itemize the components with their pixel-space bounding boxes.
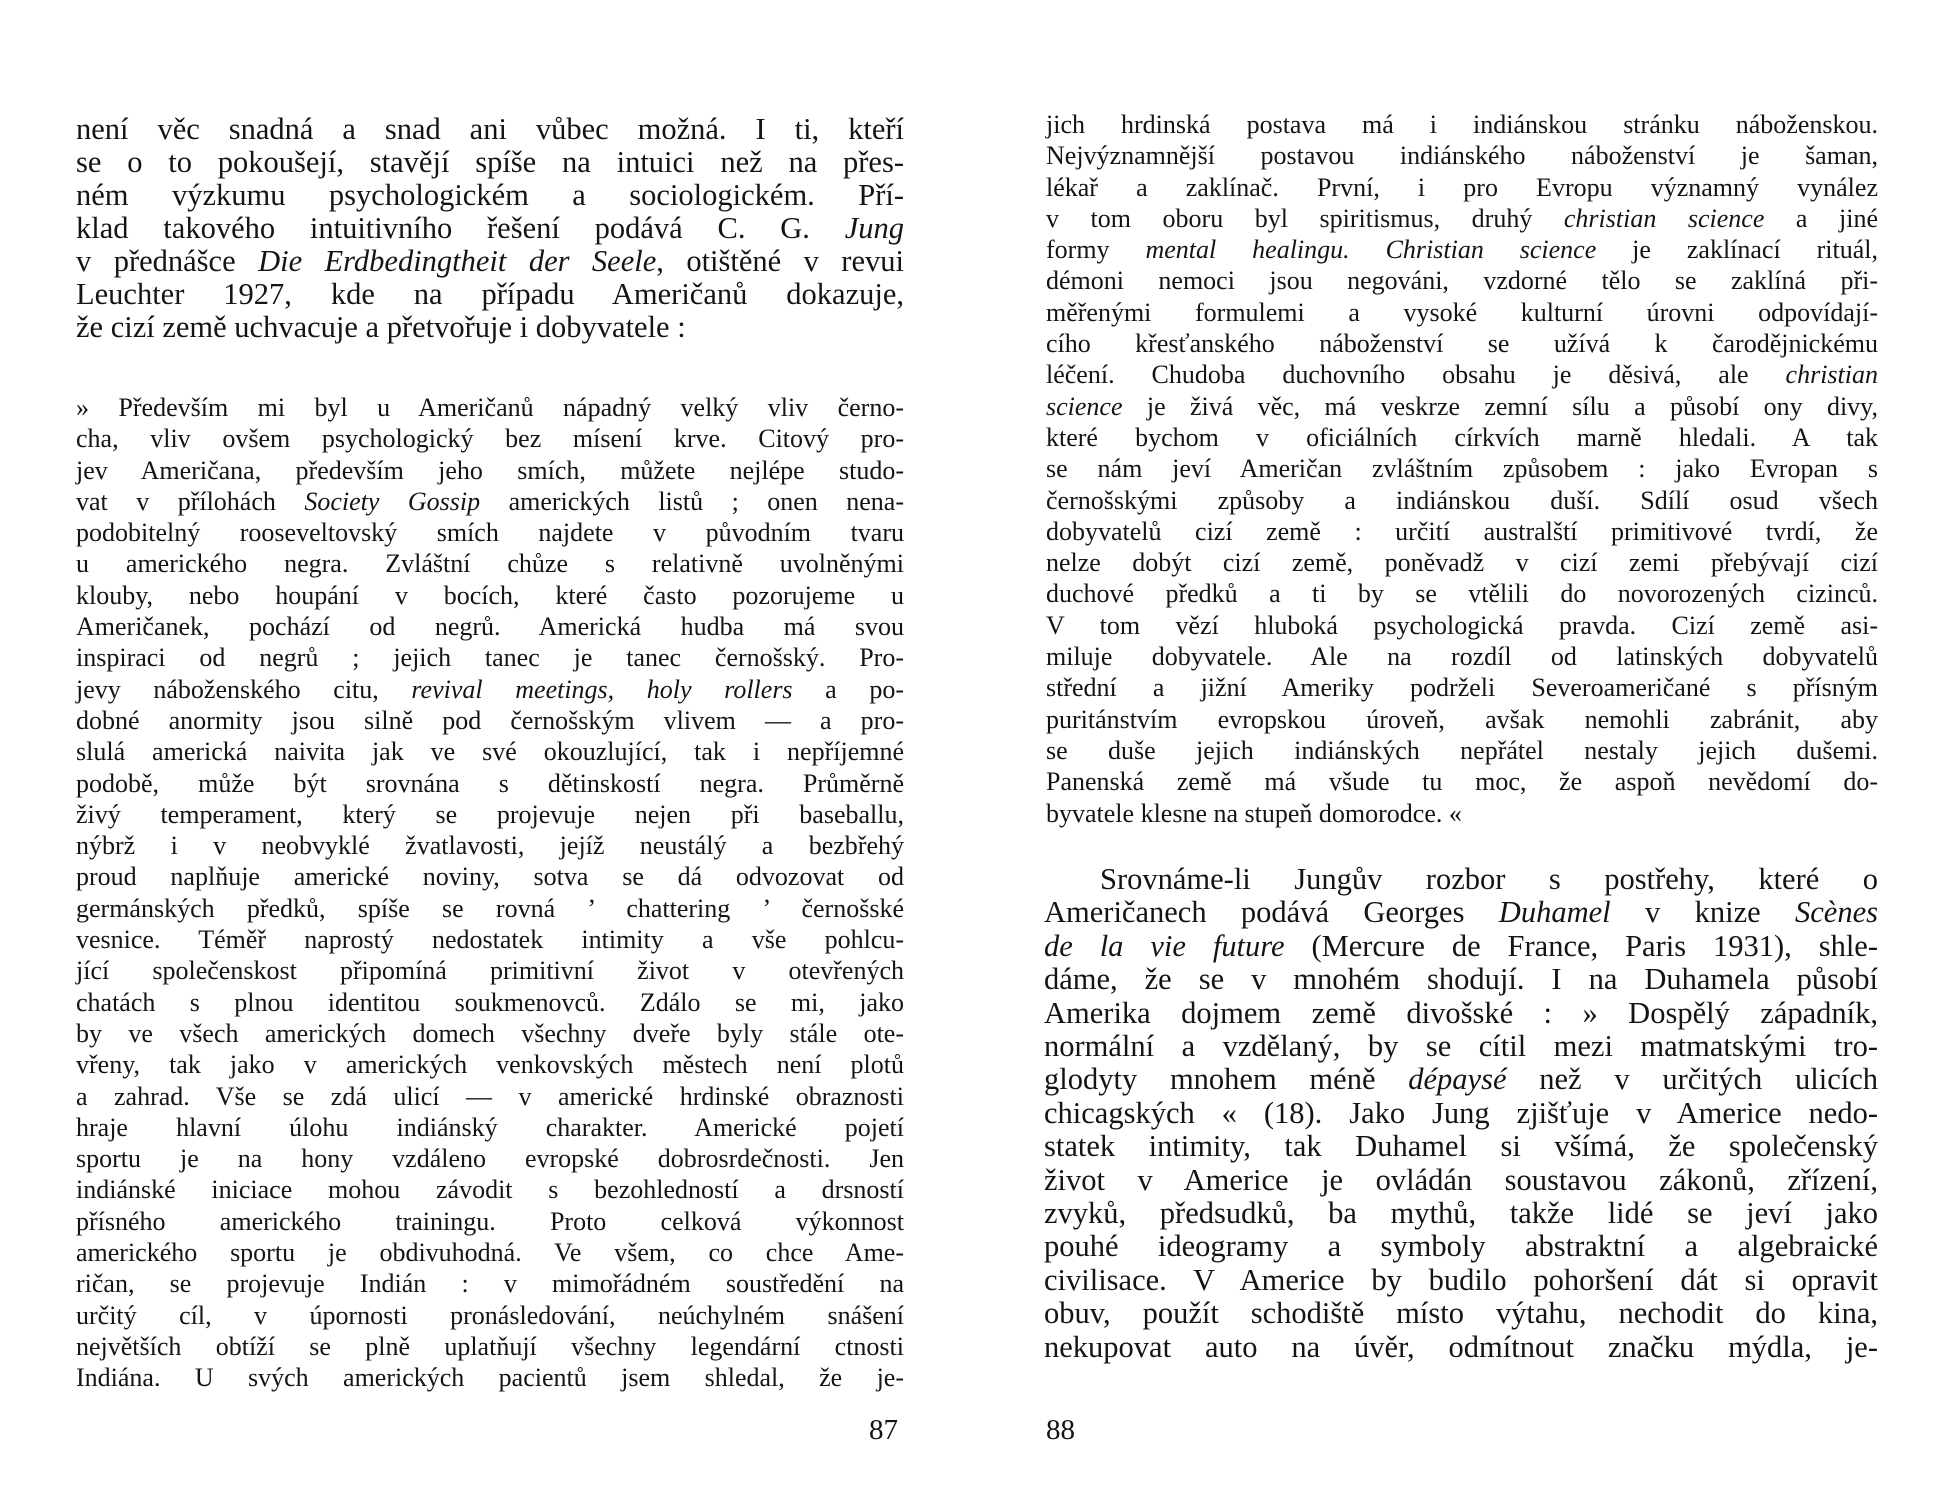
text-line <box>76 212 904 245</box>
text-line <box>1044 1297 1878 1330</box>
text-line <box>76 1362 904 1393</box>
text-line <box>1046 704 1878 735</box>
text-line <box>76 674 904 705</box>
text-run: v knize <box>1610 895 1796 930</box>
italic-phrase: Jung <box>844 211 904 245</box>
text-run: se nám jeví Američan zvláštním způsobem : jako Evropan s <box>1046 454 1878 484</box>
italic-phrase: de la vie future <box>1044 928 1285 963</box>
text-run: nelze dobýt cizí země, poněvadž v cizí zemi přebývají cizí <box>1046 548 1878 578</box>
text-line <box>76 392 904 423</box>
text-run: podobě, může být srovnána s dětinskostí negra. Průměrně <box>76 768 904 798</box>
text-run: se o to pokoušejí, stavějí spíše na intuici než na přes- <box>76 145 904 179</box>
text-run: Američanek, pochází od negrů. Americká hudba má svou <box>76 612 904 642</box>
text-run: jev Američana, především jeho smích, můžete nejlépe studo- <box>76 455 904 485</box>
italic-phrase: Die Erdbedingtheit der Seele <box>258 244 657 278</box>
text-line <box>1046 610 1878 641</box>
text-run: cha, vliv ovšem psychologický bez mísení krve. Citový pro- <box>76 424 904 454</box>
text-line <box>76 548 904 579</box>
text-run: dobné anormity jsou silně pod černošským vlivem — a pro- <box>76 705 904 735</box>
text-run: vat v přílohách <box>76 486 305 516</box>
text-line <box>76 1174 904 1205</box>
text-run: civilisace. V Americe by budilo pohoršení dát si opravit <box>1044 1262 1878 1297</box>
text-line <box>1046 453 1878 484</box>
text-run: by ve všech amerických domech všechny dveře byly stále ote- <box>76 1018 904 1048</box>
text-line <box>1046 359 1878 390</box>
text-run: je zaklínací rituál, <box>1596 235 1878 265</box>
text-run: vřeny, tak jako v amerických venkovských městech není plotů <box>76 1050 904 1080</box>
text-line <box>1046 798 1878 829</box>
jung-quotation <box>76 392 904 1394</box>
text-run: které bychom v oficiálních církvích marně hledali. A tak <box>1046 422 1878 452</box>
text-line <box>1044 1030 1878 1063</box>
text-line <box>1046 297 1878 328</box>
text-line <box>76 1268 904 1299</box>
text-run: obuv, použít schodiště místo výtahu, nechodit do kina, <box>1044 1296 1878 1331</box>
text-run: proud naplňuje americké noviny, sotva se dá odvozovat od <box>76 862 904 892</box>
text-run: u amerického negra. Zvláštní chůze s relativně uvolněnými <box>76 549 904 579</box>
italic-phrase: mental healingu. Christian science <box>1145 235 1597 265</box>
text-run: lékař a zaklínač. První, i pro Evropu významný vynález <box>1046 172 1878 202</box>
text-line <box>1046 234 1878 265</box>
text-line <box>76 423 904 454</box>
text-line <box>76 893 904 924</box>
right-page <box>968 0 1936 1500</box>
text-line <box>1046 672 1878 703</box>
text-line <box>1044 963 1878 996</box>
duhamel-paragraph <box>1044 863 1878 1364</box>
text-run: chicagských « (18). Jako Jung zjišťuje v Americe nedo- <box>1044 1095 1878 1130</box>
italic-phrase: christian science <box>1563 203 1765 233</box>
text-run: zvyků, předsudků, ba mythů, takže lidé se jeví jako <box>1044 1196 1878 1231</box>
text-line <box>1044 997 1878 1030</box>
text-line <box>1044 1164 1878 1197</box>
text-run: Indiána. U svých amerických pacientů jsem shledal, že je- <box>76 1363 904 1393</box>
text-run: Leuchter 1927, kde na případu Američanů dokazuje, <box>76 277 904 311</box>
text-line <box>76 311 904 344</box>
italic-phrase: Scènes <box>1795 895 1878 930</box>
text-run: chatách s plnou identitou soukmenovců. Zdálo se mi, jako <box>76 987 904 1017</box>
text-line <box>1046 485 1878 516</box>
text-run: V tom vězí hluboká psychologická pravda. Cizí země asi- <box>1046 610 1878 640</box>
text-line <box>76 1049 904 1080</box>
text-run: puritánstvím evropskou úroveň, avšak nemohli zabránit, aby <box>1046 704 1878 734</box>
text-run: střední a jižní Ameriky podrželi Severoameričané s přísným <box>1046 673 1878 703</box>
text-run: nekupovat auto na úvěr, odmítnout značku mýdla, je- <box>1044 1329 1878 1364</box>
text-run: Srovnáme-li Jungův rozbor s postřehy, které o <box>1100 862 1878 896</box>
text-run: indiánské iniciace mohou závodit s bezohledností a drsností <box>76 1175 904 1205</box>
page-number: 88 <box>1046 1414 1075 1446</box>
text-run: měřenými formulemi a vysoké kulturní úrovni odpovídají- <box>1046 297 1878 327</box>
text-run: život v Americe je ovládán soustavou zákonů, zřízení, <box>1044 1162 1878 1197</box>
italic-phrase: Society Gossip <box>304 486 481 516</box>
text-run: hraje hlavní úlohu indiánský charakter. Americké pojetí <box>76 1112 904 1142</box>
text-run: ném výzkumu psychologickém a sociologickém. Pří- <box>76 178 904 212</box>
text-line <box>1046 578 1878 609</box>
text-run: Nejvýznamnější postavou indiánského náboženství je šaman, <box>1046 141 1878 171</box>
text-line <box>1046 422 1878 453</box>
text-run: miluje dobyvatele. Ale na rozdíl od latinských dobyvatelů <box>1046 642 1878 672</box>
text-line <box>76 179 904 212</box>
text-line <box>1046 265 1878 296</box>
text-line <box>76 580 904 611</box>
text-line <box>76 1300 904 1331</box>
text-run: pouhé ideogramy a symboly abstraktní a algebraické <box>1044 1229 1878 1264</box>
text-line <box>1044 1331 1878 1364</box>
text-run: klad takového intuitivního řešení podává C. G. <box>76 211 845 245</box>
text-run: v tom oboru byl spiritismus, druhý <box>1046 203 1564 233</box>
text-line <box>76 736 904 767</box>
text-line <box>76 955 904 986</box>
text-run: jevy náboženského citu, <box>76 674 412 704</box>
italic-phrase: christian <box>1785 360 1878 390</box>
text-run: statek intimity, tak Duhamel si všímá, že společenský <box>1044 1129 1878 1164</box>
italic-phrase: science <box>1046 391 1123 421</box>
text-run: jich hrdinská postava má i indiánskou stránku náboženskou. <box>1046 110 1878 139</box>
text-run: Panenská země má všude tu moc, že aspoň nevědomí do- <box>1046 767 1878 797</box>
text-line <box>76 455 904 486</box>
text-line <box>1044 1197 1878 1230</box>
text-line <box>1046 328 1878 359</box>
text-line <box>76 1237 904 1268</box>
text-run: germánských předků, spíše se rovná ’ chattering ’ černošské <box>76 893 904 923</box>
text-run: není věc snadná a snad ani vůbec možná. I ti, kteří <box>76 112 904 146</box>
text-run: se duše jejich indiánských nepřátel nestaly jejich dušemi. <box>1046 735 1878 765</box>
text-run: podobitelný rooseveltovský smích najdete v původním tvaru <box>76 518 904 548</box>
jung-quotation-continued <box>1046 109 1878 829</box>
text-run: formy <box>1046 235 1146 265</box>
text-line <box>76 1081 904 1112</box>
text-run: a jiné <box>1764 203 1879 233</box>
text-run: největších obtíží se plně uplatňují všechny legendární ctnosti <box>76 1331 904 1361</box>
text-line <box>1046 547 1878 578</box>
text-run: určitý cíl, v úpornosti pronásledování, neúchylném snášení <box>76 1300 904 1330</box>
text-run: duchové předků a ti by se vtělili do novorozených cizinců. <box>1046 579 1878 609</box>
text-line <box>76 278 904 311</box>
text-line <box>1046 516 1878 547</box>
text-line <box>76 705 904 736</box>
text-run: normální a vzdělaný, by se cítil mezi matmatskými tro- <box>1044 1029 1878 1064</box>
text-line <box>76 146 904 179</box>
text-line <box>1046 172 1878 203</box>
text-line <box>1044 863 1878 896</box>
text-line <box>1046 735 1878 766</box>
text-run: černošskými způsoby a indiánskou duší. Sdílí osud všech <box>1046 485 1878 515</box>
text-line <box>76 799 904 830</box>
text-run: přísného amerického trainingu. Proto celková výkonnost <box>76 1206 904 1236</box>
text-run: amerických listů ; onen nena- <box>480 486 904 516</box>
italic-phrase: Duhamel <box>1498 895 1611 930</box>
text-run: Američanech podává Georges <box>1044 895 1499 930</box>
text-line <box>76 113 904 146</box>
text-line <box>1044 1063 1878 1096</box>
text-run: klouby, nebo houpání v bocích, které často pozorujeme u <box>76 580 904 610</box>
text-line <box>1046 203 1878 234</box>
text-line <box>76 1112 904 1143</box>
text-line <box>76 768 904 799</box>
text-run: démoni nemoci jsou negováni, vzdorné tělo se zaklíná při- <box>1046 266 1878 296</box>
italic-phrase: revival meetings, holy rollers <box>411 674 793 704</box>
text-run: slulá americká naivita jak ve své okouzlující, tak i nepříjemné <box>76 737 904 767</box>
text-run: ričan, se projevuje Indián : v mimořádném soustředění na <box>76 1269 904 1299</box>
intro-paragraph <box>76 113 904 344</box>
text-line <box>1046 391 1878 422</box>
text-run: v přednášce <box>76 244 259 278</box>
text-run: , otištěné v revui <box>656 244 904 278</box>
text-run: léčení. Chudoba duchovního obsahu je děsivá, ale <box>1046 360 1786 390</box>
text-line <box>76 861 904 892</box>
text-line <box>76 517 904 548</box>
text-run: že cizí země uchvacuje a přetvořuje i dobyvatele : <box>76 310 686 344</box>
text-run: vesnice. Téměř naprostý nedostatek intimity a vše pohlcu- <box>76 925 904 955</box>
text-line <box>76 611 904 642</box>
text-line <box>76 924 904 955</box>
text-line <box>76 1143 904 1174</box>
text-run: sportu je na hony vzdáleno evropské dobrosrdečnosti. Jen <box>76 1144 904 1174</box>
text-line <box>1046 641 1878 672</box>
text-line <box>1046 140 1878 171</box>
text-run: nýbrž i v neobvyklé žvatlavosti, jejíž neustálý a bezbřehý <box>76 831 904 861</box>
text-line <box>1044 1230 1878 1263</box>
text-run: cího křesťanského náboženství se užívá k čarodějnickému <box>1046 329 1878 359</box>
text-line <box>76 642 904 673</box>
text-run: inspiraci od negrů ; jejich tanec je tanec černošský. Pro- <box>76 643 904 673</box>
text-run: je živá věc, má veskrze zemní sílu a působí ony divy, <box>1122 391 1878 421</box>
text-line <box>76 245 904 278</box>
text-line <box>1044 1130 1878 1163</box>
text-run: živý temperament, který se projevuje nejen při baseballu, <box>76 799 904 829</box>
text-run: Amerika dojmem země divošské : » Dospělý západník, <box>1044 995 1878 1030</box>
text-run: jící společenskost připomíná primitivní život v otevřených <box>76 956 904 986</box>
text-line <box>1044 1097 1878 1130</box>
text-line <box>76 1331 904 1362</box>
text-line <box>76 1018 904 1049</box>
text-line <box>1046 766 1878 797</box>
text-run: a zahrad. Vše se zdá ulicí — v americké hrdinské obraznosti <box>76 1081 904 1111</box>
italic-phrase: dépaysé <box>1408 1062 1507 1097</box>
text-line <box>76 1206 904 1237</box>
text-line <box>1044 896 1878 929</box>
text-run: dobyvatelů cizí země : určití australští primitivové tvrdí, že <box>1046 516 1878 546</box>
text-run: než v určitých ulicích <box>1506 1062 1878 1097</box>
text-line <box>1044 1264 1878 1297</box>
text-run: a po- <box>792 674 905 704</box>
page-number: 87 <box>869 1414 898 1446</box>
text-run: amerického sportu je obdivuhodná. Ve všem, co chce Ame- <box>76 1238 904 1268</box>
text-run: » Především mi byl u Američanů nápadný velký vliv černo- <box>76 393 904 422</box>
text-line <box>76 486 904 517</box>
text-line <box>1046 109 1878 140</box>
text-line <box>76 830 904 861</box>
text-line <box>76 987 904 1018</box>
text-line <box>1044 930 1878 963</box>
text-run: dáme, že se v mnohém shodují. I na Duhamela působí <box>1044 962 1878 997</box>
text-run: (Mercure de France, Paris 1931), shle- <box>1284 928 1878 963</box>
text-run: byvatele klesne na stupeň domorodce. « <box>1046 798 1462 828</box>
text-run: glodyty mnohem méně <box>1044 1062 1409 1097</box>
